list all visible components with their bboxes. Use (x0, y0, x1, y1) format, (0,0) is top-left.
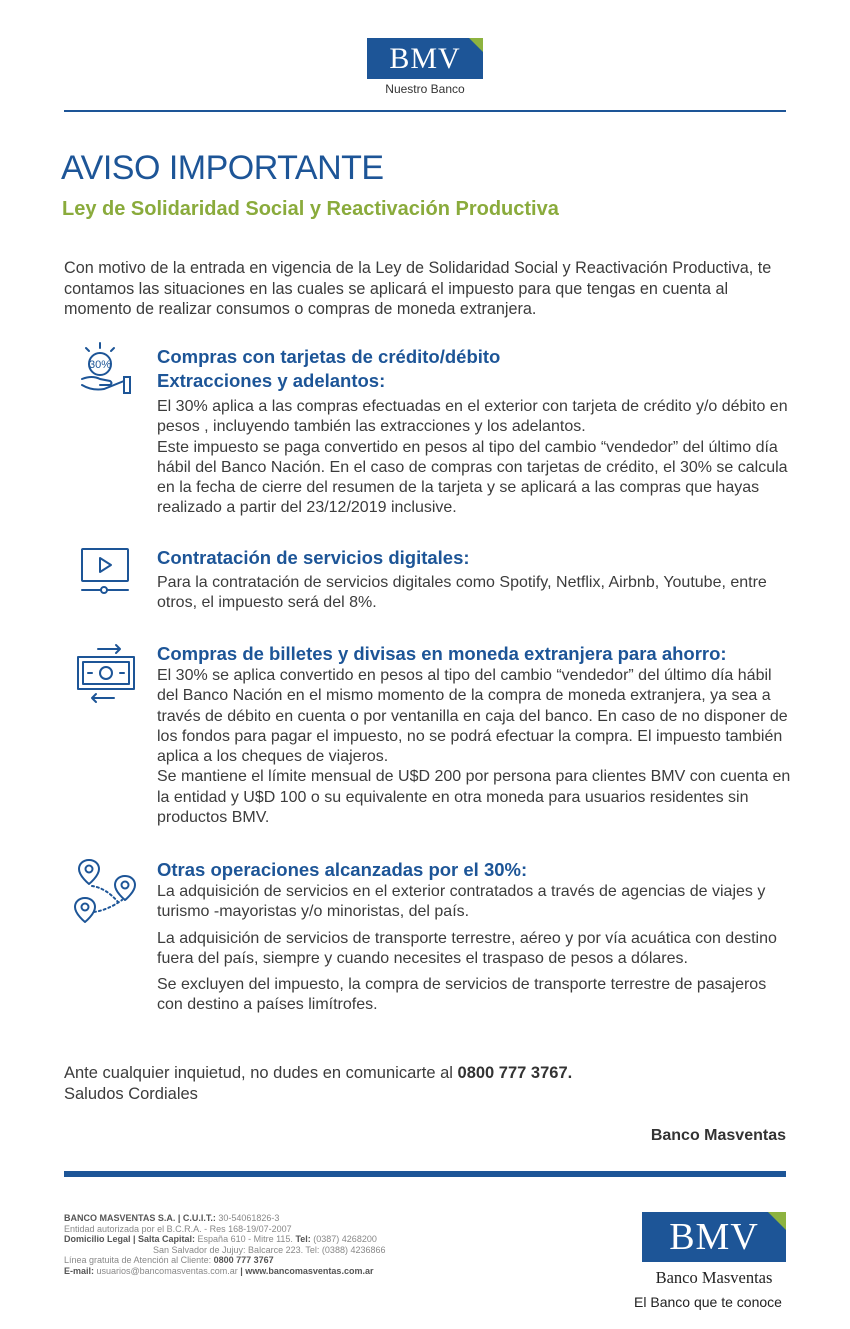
logo-mark (367, 38, 483, 79)
signature: Banco Masventas (650, 1127, 786, 1144)
section-heading: Compras con tarjetas de crédito/débito (157, 346, 501, 367)
logo-text: BMV (389, 42, 461, 75)
section-paragraph: Se mantiene el límite mensual de U$D 200 por persona para clientes BMV con cuenta en la entidad y U$D 100 o su equivalente en otra moneda para usuarios residentes sin productos BMV. (157, 768, 791, 827)
section-foreign-currency (157, 642, 792, 828)
currency-exchange-icon (76, 643, 136, 705)
legal-footer (64, 1213, 386, 1277)
contact-block (64, 1063, 572, 1105)
section-paragraph: La adquisición de servicios en el exterior contratados a través de agencias de viajes y turismo -mayoristas y/o minoristas, del país. (157, 883, 766, 921)
contact-text: Ante cualquier inquietud, no dudes en comunicarte al (64, 1064, 458, 1082)
logo-mark (642, 1212, 786, 1262)
page-title: AVISO IMPORTANTE (61, 149, 384, 187)
page-subtitle: Ley de Solidaridad Social y Reactivación Productiva (62, 198, 559, 220)
percent-icon-label: 30% (88, 359, 112, 371)
bmv-logo-top (367, 38, 483, 96)
intro-paragraph: Con motivo de la entrada en vigencia de la Ley de Solidaridad Social y Reactivación Productiva, te contamos las situaciones en las cuales se aplicará el impuesto para que tengas en cuenta al momento de realizar consumos o compras de moneda extranjera. (64, 259, 772, 318)
route-pins-icon (72, 858, 138, 926)
domicile-value: España 610 - Mitre 115. (195, 1234, 296, 1245)
section-body (157, 882, 792, 1016)
contact-phone: 0800 777 3767. (457, 1064, 573, 1082)
jujuy-address: San Salvador de Jujuy: Balcarce 223. Tel: (0388) 4236866 (153, 1244, 386, 1255)
section-paragraph: Este impuesto se paga convertido en pesos al tipo del cambio “vendedor” del último día hábil del Banco Nación. En el caso de compras con tarjetas de crédito, el 30% se calcula en la fecha de cierre del resumen de la tarjeta y se aplicará a las compras que hayas realizado a partir del 23/12/2019 inclusive. (157, 438, 788, 517)
section-body (157, 666, 792, 828)
video-player-icon (80, 547, 130, 595)
tel-value: (0387) 4268200 (310, 1234, 377, 1245)
section-paragraph: Se excluyen del impuesto, la compra de servicios de transporte terrestre de pasajeros con destino a países limítrofes. (157, 976, 767, 1014)
closing-text: Saludos Cordiales (64, 1085, 198, 1103)
bmv-logo-bottom (634, 1212, 786, 1310)
section-body (157, 397, 792, 519)
section-heading-secondary: Extracciones y adelantos: (157, 370, 386, 391)
company-label: BANCO MASVENTAS S.A. | C.U.I.T.: (64, 1213, 216, 1223)
domicile-label: Domicilio Legal | Salta Capital: (64, 1234, 196, 1245)
logo-corner-accent (768, 1212, 786, 1230)
section-paragraph: La adquisición de servicios de transporte terrestre, aéreo y por vía acuática con destino fuera del país, siempre y cuando necesites el traspaso de pesos a dólares. (157, 929, 777, 967)
percent-hand-icon (78, 341, 134, 395)
section-credit-debit (157, 345, 792, 519)
cuit-value: 30-54061826-3 (215, 1213, 280, 1223)
bank-slogan: El Banco que te conoce (634, 1294, 782, 1310)
logo-subtitle: Nuestro Banco (385, 82, 465, 96)
section-paragraph: Para la contratación de servicios digitales como Spotify, Netflix, Airbnb, Youtube, entre otros, el impuesto será del 8%. (157, 574, 767, 612)
hotline-label: Línea gratuita de Atención al Cliente: (64, 1255, 214, 1266)
tel-label: Tel: (295, 1234, 311, 1245)
section-heading: Compras de billetes y divisas en moneda extranjera para ahorro: (157, 643, 727, 664)
contact-line (64, 1063, 572, 1084)
section-paragraph: El 30% se aplica convertido en pesos al tipo del cambio “vendedor” del último día hábil del Banco Nación en el mismo momento de la compra de moneda extranjera, ya sea a través de débito en cuenta o por ventanilla en caja del banco. En caso de no disponer de los fondos para pagar el impuesto, no se podrá efectuar la compra. El impuesto también aplica a los cheques de viajeros. (157, 667, 788, 766)
section-paragraph: El 30% aplica a las compras efectuadas en el exterior con tarjeta de crédito y/o débito en pesos , incluyendo también las extracciones y los adelantos. (157, 398, 788, 436)
logo-corner-accent (469, 38, 483, 52)
section-other-operations (157, 858, 792, 1016)
footer-divider (64, 1171, 786, 1177)
section-heading: Otras operaciones alcanzadas por el 30%: (157, 859, 528, 880)
email-label: E-mail: (64, 1265, 95, 1276)
bank-name: Banco Masventas (655, 1268, 773, 1287)
header-divider (64, 110, 786, 112)
hotline-value: 0800 777 3767 (213, 1255, 274, 1266)
section-heading: Contratación de servicios digitales: (157, 547, 470, 568)
entity-text: Entidad autorizada por el B.C.R.A. - Res 168-19/07-2007 (64, 1223, 292, 1234)
section-digital-services (157, 546, 792, 614)
logo-text: BMV (669, 1216, 759, 1258)
email-link[interactable]: usuarios@bancomasventas.com.ar (94, 1265, 241, 1276)
website-link[interactable]: | www.bancomasventas.com.ar (240, 1265, 374, 1276)
section-body (157, 573, 792, 614)
